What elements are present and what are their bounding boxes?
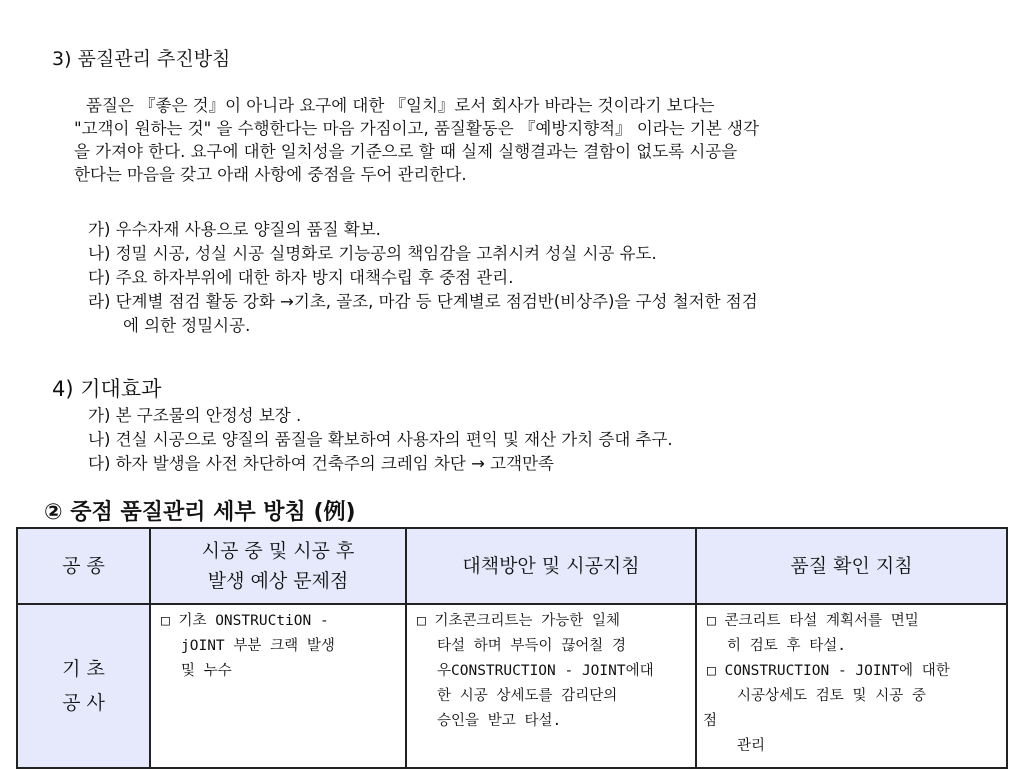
measure-line: 타설 하며 부득이 끊어칠 경 [437,638,626,654]
header-check: 품질 확인 지침 [696,528,1007,604]
cell-measures [406,604,696,768]
check-line: 점 [703,713,718,729]
paragraph-line: "고객이 원하는 것" 을 수행한다는 마음 가짐이고, 품질활동은 『예방지향적』 이라는 기본 생각 [74,119,759,138]
problem-line: jOINT 부분 크랙 발생 [181,638,335,654]
detail-section-title: ② 중점 품질관리 세부 방침 (例) [44,500,356,525]
policy-paragraph [74,94,1004,186]
measure-line: 우CONSTRUCTION - JOINT에대 [437,663,654,679]
header-problem-line: 발생 예상 문제점 [207,570,349,592]
header-problem [150,528,406,604]
measure-line: □ 기초콘크리트는 가능한 일체 [417,613,621,629]
list-item: 가) 본 구조물의 안정성 보장 . [88,406,302,425]
list-item: 다) 하자 발생을 사전 차단하여 건축주의 크레임 차단 → 고객만족 [88,454,554,473]
section-4-title: 4) 기대효과 [52,377,162,401]
measure-line: 한 시공 상세도를 감리단의 [437,688,618,704]
cell-problem [150,604,406,768]
table-header-row [17,528,1007,604]
check-line: 시공상세도 검토 및 시공 중 [737,688,926,704]
list-item: 라) 단계별 점검 활동 강화 →기초, 골조, 마감 등 단계별로 점검반(비상주)을 구성 철저한 점검 [88,292,758,311]
check-line: □ CONSTRUCTION - JOINT에 대한 [707,663,950,679]
check-line: 히 검토 후 타설. [727,638,846,654]
measure-line: 승인을 받고 타설. [437,713,562,729]
list-item-continuation: 에 의한 정밀시공. [123,316,251,335]
paragraph-line: 을 가져야 한다. 요구에 대한 일치성을 기준으로 할 때 실제 실행결과는 결함이 없도록 시공을 [74,142,738,161]
paragraph-line: 한다는 마음을 갖고 아래 사항에 중점을 두어 관리한다. [74,165,467,184]
list-item: 가) 우수자재 사용으로 양질의 품질 확보. [88,220,381,239]
header-measures: 대책방안 및 시공지침 [406,528,696,604]
cell-check [696,604,1007,768]
table-row [17,604,1007,768]
paragraph-line: 품질은 『좋은 것』이 아니라 요구에 대한 『일치』로서 회사가 바라는 것이라기 보다는 [86,96,715,115]
list-item: 나) 견실 시공으로 양질의 품질을 확보하여 사용자의 편익 및 재산 가치 증대 추구. [88,430,673,449]
header-trade: 공 종 [17,528,150,604]
policy-item-list [88,218,758,338]
trade-line: 기 초 [62,658,105,680]
cell-trade [17,604,150,768]
list-item: 나) 정밀 시공, 성실 시공 실명화로 기능공의 책임감을 고취시켜 성실 시공 유도. [88,244,657,263]
check-line: 관리 [737,738,766,754]
quality-detail-table [16,527,1008,769]
effect-item-list [88,404,673,476]
problem-line: □ 기초 ONSTRUCtiON - [161,613,329,629]
section-3-title: 3) 품질관리 추진방침 [52,48,231,70]
trade-line: 공 사 [62,692,105,714]
problem-line: 및 누수 [181,663,232,679]
check-line: □ 콘크리트 타설 계획서를 면밀 [707,613,919,629]
list-item: 다) 주요 하자부위에 대한 하자 방지 대책수립 후 중점 관리. [88,268,514,287]
header-problem-line: 시공 중 및 시공 후 [201,540,355,562]
